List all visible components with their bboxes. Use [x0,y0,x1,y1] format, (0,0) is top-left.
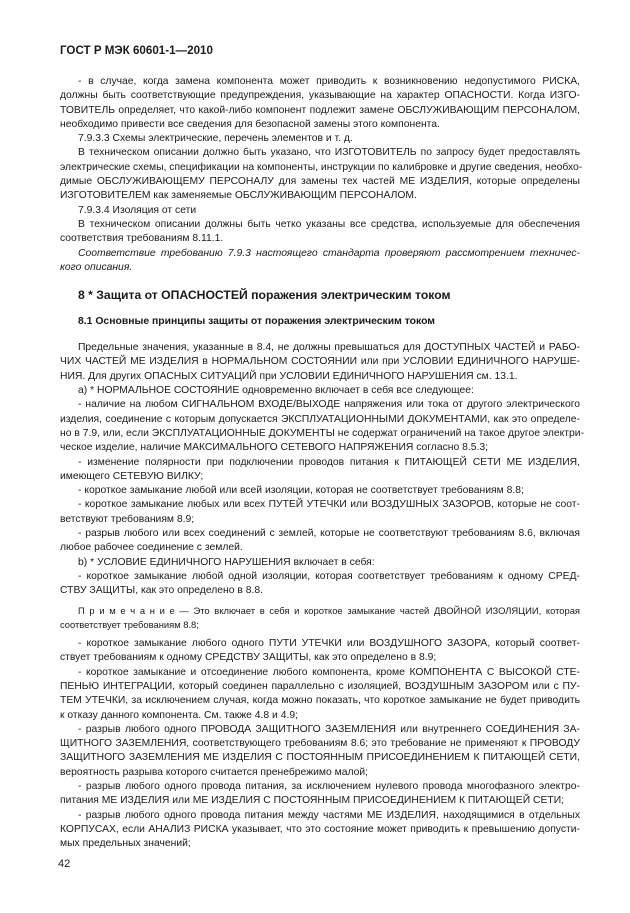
list-item: - короткое замыкание любой одной изоляции, которая соответствует требованиям к одному СРЕД- [78,570,580,582]
list-item: - разрыв любого одного ПРОВОДА ЗАЩИТНОГО ЗАЗЕМЛЕНИЯ или внутреннего СОЕДИНЕНИЯ ЗА- [78,723,580,735]
list-item: вероятность разрыва которого считается пренебрежимо малой; [60,766,369,778]
paragraph-line: В техническом описании должны быть четко указаны все средства, используемые для обеспечения [78,218,580,230]
compliance-line: Соответствие требованию 7.9.3 настоящего стандарта проверяют рассмотрением техничес- [78,247,580,259]
list-item: питания МЕ ИЗДЕЛИЯ или МЕ ИЗДЕЛИЯ С ПОСТОЯННЫМ ПРИСОЕДИНЕНИЕМ К ПИТАЮЩЕЙ СЕТИ; [60,795,564,807]
page-content [60,75,585,852]
list-item: ТЕМ УТЕЧКИ, за исключением случая, когда можно показать, что короткое замыкание не будет приводить [60,695,580,707]
compliance-line: кого описания. [60,261,133,273]
paragraph-line: должны быть соответствующие предупреждения, указывающие на характер ОПАСНОСТИ. Когда ИЗГО- [60,90,580,102]
list-item: ЩИТНОГО ЗАЗЕМЛЕНИЯ, соответствующего требованиям 8.6; это требование не применяют к ПРОВОДУ [60,738,580,750]
list-item: изделия, соединение с которым допускается ЭКСПЛУАТАЦИОННЫМИ ДОКУМЕНТАМИ, как это определе- [60,413,580,425]
list-item: СТВУ ЗАЩИТЫ, как это определено в 8.8. [60,585,263,597]
list-item: ПЕНЬЮ ИНТЕГРАЦИИ, который соединен параллельно с изоляцией, ВОЗДУШНЫМ ЗАЗОРОМ или с ПУ- [60,680,580,692]
clause-heading: 7.9.3.3 Схемы электрические, перечень элементов и т. д. [78,133,353,145]
paragraph-line: В техническом описании должно быть указано, что ИЗГОТОВИТЕЛЬ по запросу будет предоставлять [78,147,580,159]
list-item: любое рабочее соединение с землей. [60,542,243,554]
note-line: соответствует требованиям 8.8; [60,618,199,630]
note-line: П р и м е ч а н и е — Это включает в себя и короткое замыкание частей ДВОЙНОЙ ИЗОЛЯЦИИ, которая [78,604,580,616]
paragraph-line: димые ОБСЛУЖИВАЮЩЕМУ ПЕРСОНАЛУ для замены тех частей МЕ ИЗДЕЛИЯ, которые определены [60,176,580,188]
paragraph-line: ЧИХ ЧАСТЕЙ МЕ ИЗДЕЛИЯ в НОРМАЛЬНОМ СОСТОЯНИИ или при УСЛОВИИ ЕДИНИЧНОГО НАРУШЕ- [60,356,580,368]
list-item: - разрыв любого одного провода питания между частями МЕ ИЗДЕЛИЯ, находящимися в отдельных [78,809,580,821]
paragraph-line: соответствия требованиям 8.11.1. [60,233,224,245]
paragraph-line: ИЗГОТОВИТЕЛЕМ как заменяемые ОБСЛУЖИВАЮЩИМ ПЕРСОНАЛОМ. [60,190,417,202]
list-heading: а) * НОРМАЛЬНОЕ СОСТОЯНИЕ одновременно включает в себя все следующее: [78,385,474,397]
list-item: - наличие на любом СИГНАЛЬНОМ ВХОДЕ/ВЫХОДЕ напряжения или тока от другого электрического [78,399,580,411]
list-item: - короткое замыкание любой или всей изоляции, которая не соответствует требованиям 8.8; [78,485,524,497]
list-item: ческое изделие, наличие МАКСИМАЛЬНОГО СЕТЕВОГО НАПРЯЖЕНИЯ согласно 8.5.3; [60,442,488,454]
paragraph-line: Предельные значения, указанные в 8.4, не должны превышаться для ДОСТУПНЫХ ЧАСТЕЙ и РАБО- [78,342,580,354]
list-heading: b) * УСЛОВИЕ ЕДИНИЧНОГО НАРУШЕНИЯ включает в себя: [78,556,375,568]
list-item: ветствуют требованиям 8.9; [60,513,195,525]
paragraph-line: НИЯ. Для других ОПАСНЫХ СИТУАЦИЙ при УСЛОВИИ ЕДИНИЧНОГО НАРУШЕНИЯ см. 13.1. [60,370,518,382]
list-item: - короткое замыкание любого одного ПУТИ УТЕЧКИ или ВОЗДУШНОГО ЗАЗОРА, который соответ- [78,638,580,650]
document-header: ГОСТ Р МЭК 60601-1—2010 [60,44,213,57]
list-item: к отказу данного компонента. См. также 4.8 и 4.9; [60,709,298,721]
page-number: 42 [58,858,71,870]
list-item: - разрыв любого одного провода питания, за исключением нулевого провода многофазного электро- [78,781,580,793]
list-item: - разрыв любого или всех соединений с землей, которые не соответствуют требованиям 8.6, включая [78,528,580,540]
paragraph-line: ТОВИТЕЛЬ определяет, что какой-либо компонент подлежит замене ОБСЛУЖИВАЮЩИМ ПЕРСОНАЛОМ, [60,104,580,116]
section-heading: 8 * Защита от ОПАСНОСТЕЙ поражения электрическим током [78,288,451,303]
list-item: - изменение полярности при подключении проводов питания к ПИТАЮЩЕЙ СЕТИ МЕ ИЗДЕЛИЯ, [78,456,580,468]
list-item: но в 7.9, или, если ЭКСПЛУАТАЦИОННЫЕ ДОКУМЕНТЫ не содержат ограничений на такое другое электри- [60,427,585,439]
list-item: имеющего СЕТЕВУЮ ВИЛКУ; [60,470,204,482]
list-item: ствует требованиям к одному СРЕДСТВУ ЗАЩИТЫ, как это определено в 8.9; [60,652,437,664]
list-item: КОРПУСАХ, если АНАЛИЗ РИСКА указывает, что это состояние может приводить к превышению допусти- [60,823,580,835]
list-item: - короткое замыкание и отсоединение любого компонента, кроме КОМПОНЕНТА С ВЫСОКОЙ СТЕ- [78,666,580,678]
clause-heading: 7.9.3.4 Изоляция от сети [78,204,197,216]
paragraph-line: - в случае, когда замена компонента может приводить к возникновению недопустимого РИСКА, [78,76,580,87]
list-item: ЗАЩИТНОГО ЗАЗЕМЛЕНИЯ МЕ ИЗДЕЛИЯ С ПОСТОЯННЫМ ПРИСОЕДИНЕНИЕМ К ПИТАЮЩЕЙ СЕТИ, [60,752,580,764]
paragraph-line: необходимо привести все сведения для безопасной замены этого компонента. [60,118,440,130]
list-item: - короткое замыкание любых или всех ПУТЕЙ УТЕЧКИ или ВОЗДУШНЫХ ЗАЗОРОВ, которые не соот- [78,499,580,511]
paragraph-line: электрические схемы, спецификации на компоненты, инструкции по калибровке и другие сведения, необхо- [60,161,583,173]
subsection-heading: 8.1 Основные принципы защиты от поражения электрическим током [78,316,435,328]
list-item: мых предельных значений; [60,838,191,850]
